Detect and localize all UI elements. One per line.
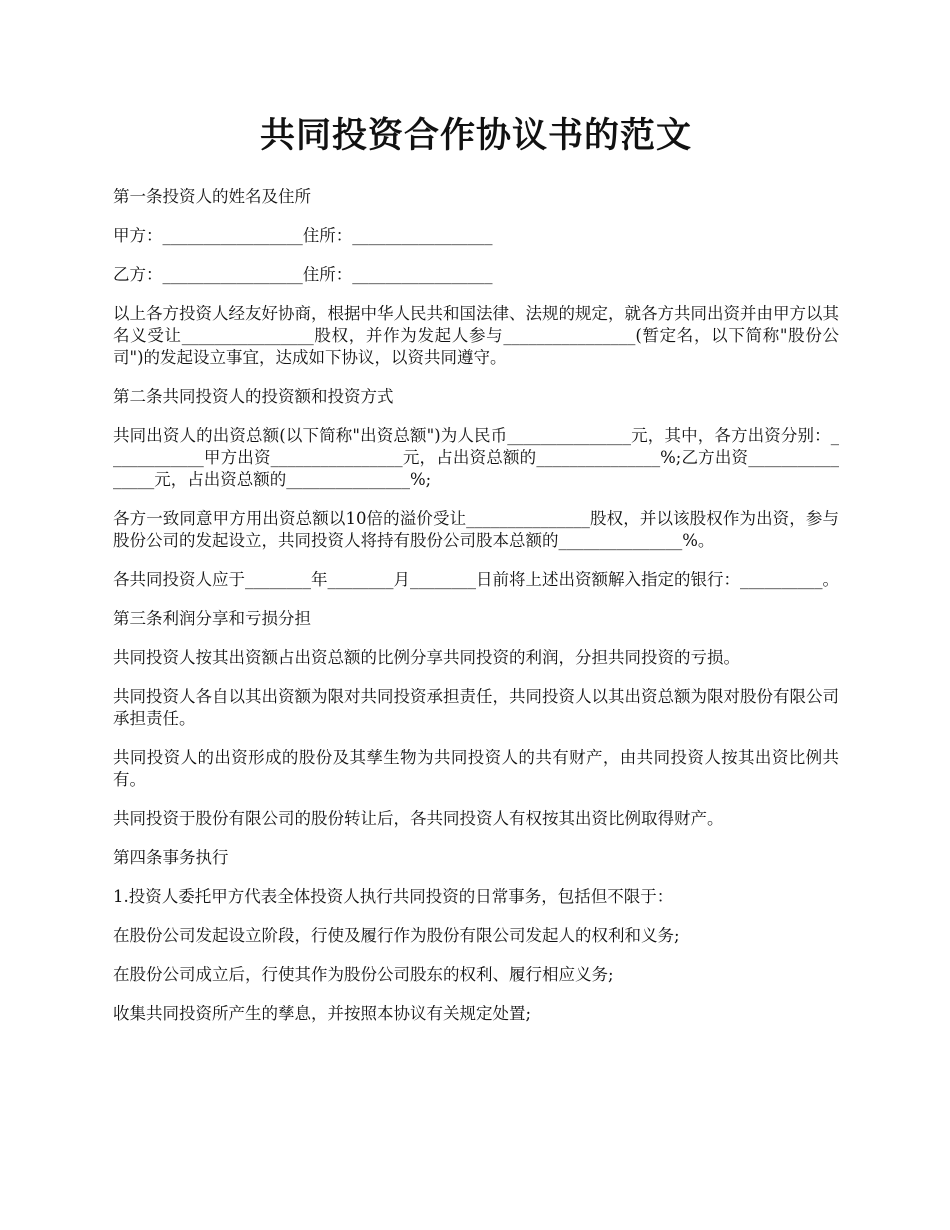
investment-amount-paragraph: 共同出资人的出资总额(以下简称"出资总额")为人民币_______________元，其中，各方出资分别：____________甲方出资________________元，占出资总额的_______________%;乙方出资________________元，占出资总额的_______________%; (113, 426, 839, 489)
proceeds-paragraph: 收集共同投资所产生的孳息，并按照本协议有关规定处置; (113, 1004, 532, 1023)
article-3-heading: 第三条利润分享和亏损分担 (113, 609, 311, 628)
article-2-heading: 第二条共同投资人的投资额和投资方式 (113, 387, 394, 406)
payment-deadline-paragraph: 各共同投资人应于________年________月________日前将上述出资额解入指定的银行：__________。 (113, 570, 839, 589)
joint-property-paragraph: 共同投资人的出资形成的股份及其孳生物为共同投资人的共有财产，由共同投资人按其出资比例共有。 (113, 748, 839, 789)
profit-sharing-paragraph: 共同投资人按其出资额占出资总额的比例分享共同投资的利润，分担共同投资的亏损。 (113, 648, 740, 667)
article-1-heading: 第一条投资人的姓名及住所 (113, 187, 311, 206)
preamble-paragraph: 以上各方投资人经友好协商，根据中华人民共和国法律、法规的规定，就各方共同出资并由甲方以其名义受让________________股权，并作为发起人参与________________(暂定名，以下简称"股份公司")的发起设立事宜，达成如下协议，以资共同遵守。 (113, 304, 839, 367)
founding-stage-paragraph: 在股份公司发起设立阶段，行使及履行作为股份有限公司发起人的权利和义务; (113, 926, 680, 945)
party-a-line: 甲方：_________________住所：_________________ (113, 226, 493, 245)
article-4-heading: 第四条事务执行 (113, 848, 229, 867)
liability-paragraph: 共同投资人各自以其出资额为限对共同投资承担责任，共同投资人以其出资总额为限对股份有限公司承担责任。 (113, 687, 839, 728)
post-founding-paragraph: 在股份公司成立后，行使其作为股份公司股东的权利、履行相应义务; (113, 965, 614, 984)
party-b-line: 乙方：_________________住所：_________________ (113, 265, 493, 284)
document-page (113, 112, 839, 1042)
document-title: 共同投资合作协议书的范文 (259, 115, 692, 156)
equity-transfer-paragraph: 各方一致同意甲方用出资总额以10倍的溢价受让_______________股权，并以该股权作为出资，参与股份公司的发起设立，共同投资人将持有股份公司股本总额的_______________%。 (113, 509, 839, 550)
delegation-paragraph: 1.投资人委托甲方代表全体投资人执行共同投资的日常事务，包括但不限于： (113, 887, 674, 906)
share-transfer-paragraph: 共同投资于股份有限公司的股份转让后，各共同投资人有权按其出资比例取得财产。 (113, 809, 724, 828)
